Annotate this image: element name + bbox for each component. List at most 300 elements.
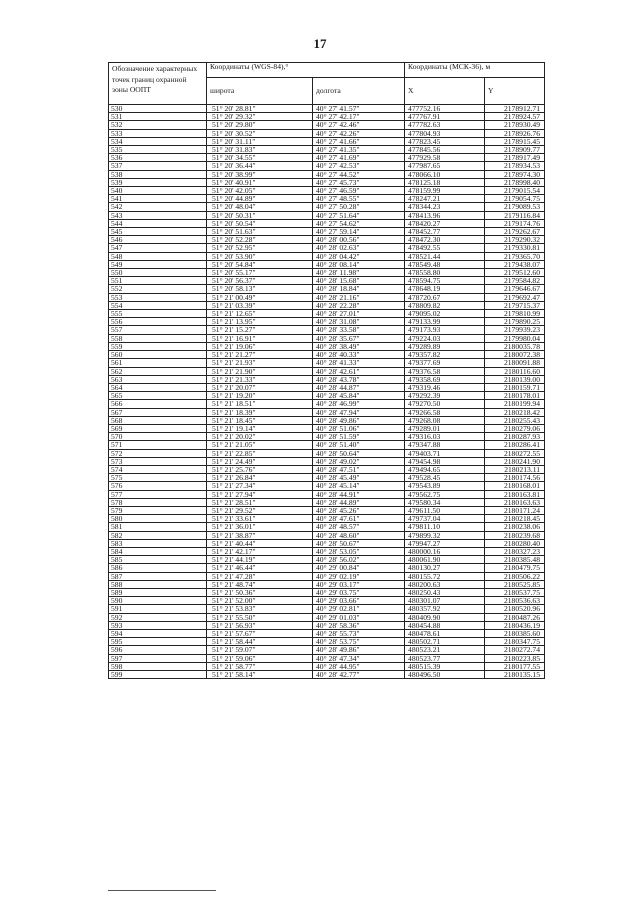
latitude-cell: 51° 20' 50.31" [207,211,313,219]
y-cell: 2180347.75 [485,638,545,646]
latitude-cell: 51° 21' 40.44" [207,539,313,547]
point-id-cell: 553 [109,293,207,301]
y-cell: 2180174.56 [485,474,545,482]
point-id-cell: 596 [109,646,207,654]
x-cell: 477804.93 [405,129,485,137]
x-cell: 479543.89 [405,482,485,490]
table-row [109,367,545,375]
longitude-cell: 40° 28' 51.59" [313,433,405,441]
table-row [109,310,545,318]
x-cell: 479899.32 [405,531,485,539]
table-row [109,244,545,252]
y-cell: 2180218.42 [485,408,545,416]
y-cell: 2179810.99 [485,310,545,318]
latitude-cell: 51° 21' 58.44" [207,638,313,646]
table-row [109,531,545,539]
point-id-cell: 590 [109,597,207,605]
table-row [109,498,545,506]
y-cell: 2178926.76 [485,129,545,137]
latitude-cell: 51° 21' 48.74" [207,580,313,588]
x-cell: 480454.88 [405,621,485,629]
table-row [109,597,545,605]
y-cell: 2179290.32 [485,236,545,244]
latitude-cell: 51° 21' 27.94" [207,490,313,498]
x-cell: 480523.21 [405,646,485,654]
table-row [109,490,545,498]
table-row [109,482,545,490]
point-id-cell: 595 [109,638,207,646]
longitude-cell: 40° 27' 41.69" [313,154,405,162]
latitude-cell: 51° 21' 00.49" [207,293,313,301]
point-id-cell: 591 [109,605,207,613]
point-id-cell: 537 [109,162,207,170]
latitude-cell: 51° 20' 51.63" [207,228,313,236]
latitude-cell: 51° 21' 18.51" [207,400,313,408]
x-cell: 479737.04 [405,515,485,523]
latitude-cell: 51° 20' 58.13" [207,285,313,293]
y-cell: 2179015.54 [485,187,545,195]
x-cell: 479494.65 [405,465,485,473]
y-cell: 2178934.53 [485,162,545,170]
header-latitude: широта [207,78,313,105]
latitude-cell: 51° 20' 30.52" [207,129,313,137]
x-cell: 479292.39 [405,392,485,400]
latitude-cell: 51° 21' 55.50" [207,613,313,621]
point-id-cell: 578 [109,498,207,506]
latitude-cell: 51° 21' 42.17" [207,547,313,555]
point-id-cell: 565 [109,392,207,400]
x-cell: 479580.34 [405,498,485,506]
longitude-cell: 40° 29' 03.75" [313,588,405,596]
latitude-cell: 51° 21' 21.33" [207,375,313,383]
point-id-cell: 551 [109,277,207,285]
longitude-cell: 40° 27' 42.17" [313,113,405,121]
coordinates-table [108,62,545,679]
longitude-cell: 40° 28' 53.05" [313,547,405,555]
longitude-cell: 40° 29' 02.19" [313,572,405,580]
longitude-cell: 40° 27' 42.26" [313,129,405,137]
latitude-cell: 51° 20' 53.90" [207,252,313,260]
point-id-cell: 584 [109,547,207,555]
latitude-cell: 51° 21' 28.51" [207,498,313,506]
latitude-cell: 51° 21' 46.44" [207,564,313,572]
longitude-cell: 40° 28' 35.67" [313,334,405,342]
longitude-cell: 40° 28' 44.95" [313,662,405,670]
y-cell: 2180536.63 [485,597,545,605]
latitude-cell: 51° 20' 50.54" [207,219,313,227]
y-cell: 2178930.49 [485,121,545,129]
point-id-cell: 533 [109,129,207,137]
y-cell: 2179584.82 [485,277,545,285]
y-cell: 2180218.45 [485,515,545,523]
point-id-cell: 545 [109,228,207,236]
y-cell: 2180436.19 [485,621,545,629]
latitude-cell: 51° 20' 56.37" [207,277,313,285]
longitude-cell: 40° 28' 02.63" [313,244,405,252]
longitude-cell: 40° 29' 02.81" [313,605,405,613]
x-cell: 478420.27 [405,219,485,227]
x-cell: 479562.75 [405,490,485,498]
longitude-cell: 40° 28' 45.49" [313,474,405,482]
table-row [109,260,545,268]
longitude-cell: 40° 28' 44.91" [313,490,405,498]
x-cell: 479377.69 [405,359,485,367]
x-cell: 479133.99 [405,318,485,326]
y-cell: 2180159.71 [485,383,545,391]
point-id-cell: 580 [109,515,207,523]
x-cell: 479347.88 [405,441,485,449]
x-cell: 480130.27 [405,564,485,572]
table-row [109,187,545,195]
longitude-cell: 40° 28' 44.89" [313,498,405,506]
table-row [109,630,545,638]
longitude-cell: 40° 27' 45.73" [313,178,405,186]
longitude-cell: 40° 28' 27.01" [313,310,405,318]
point-id-cell: 594 [109,630,207,638]
x-cell: 479319.46 [405,383,485,391]
table-row [109,449,545,457]
y-cell: 2178915.45 [485,137,545,145]
point-id-cell: 592 [109,613,207,621]
point-id-cell: 534 [109,137,207,145]
point-id-cell: 538 [109,170,207,178]
table-row [109,515,545,523]
table-row [109,433,545,441]
point-id-cell: 568 [109,416,207,424]
table-row [109,654,545,662]
longitude-cell: 40° 27' 46.59" [313,187,405,195]
point-id-cell: 549 [109,260,207,268]
table-row [109,162,545,170]
longitude-cell: 40° 28' 53.75" [313,638,405,646]
x-cell: 479611.50 [405,506,485,514]
longitude-cell: 40° 27' 54.62" [313,219,405,227]
latitude-cell: 51° 20' 54.84" [207,260,313,268]
longitude-cell: 40° 28' 49.86" [313,416,405,424]
longitude-cell: 40° 27' 48.55" [313,195,405,203]
latitude-cell: 51° 21' 16.91" [207,334,313,342]
longitude-cell: 40° 28' 46.99" [313,400,405,408]
longitude-cell: 40° 28' 51.40" [313,441,405,449]
x-cell: 479528.45 [405,474,485,482]
point-id-cell: 564 [109,383,207,391]
x-cell: 478549.48 [405,260,485,268]
latitude-cell: 51° 21' 53.83" [207,605,313,613]
table-row [109,424,545,432]
point-id-cell: 575 [109,474,207,482]
longitude-cell: 40° 28' 42.77" [313,671,405,679]
x-cell: 480515.39 [405,662,485,670]
latitude-cell: 51° 21' 24.49" [207,457,313,465]
x-cell: 480409.90 [405,613,485,621]
latitude-cell: 51° 21' 15.27" [207,326,313,334]
y-cell: 2180272.55 [485,449,545,457]
longitude-cell: 40° 28' 50.64" [313,449,405,457]
x-cell: 479454.98 [405,457,485,465]
x-cell: 478472.30 [405,236,485,244]
longitude-cell: 40° 28' 43.78" [313,375,405,383]
latitude-cell: 51° 21' 57.67" [207,630,313,638]
table-row [109,457,545,465]
footer-divider [108,890,216,891]
longitude-cell: 40° 28' 56.02" [313,556,405,564]
x-cell: 478492.55 [405,244,485,252]
y-cell: 2180135.15 [485,671,545,679]
x-cell: 478159.99 [405,187,485,195]
point-id-cell: 556 [109,318,207,326]
longitude-cell: 40° 27' 44.52" [313,170,405,178]
point-id-cell: 554 [109,301,207,309]
latitude-cell: 51° 20' 44.89" [207,195,313,203]
point-id-cell: 597 [109,654,207,662]
table-row [109,170,545,178]
point-id-cell: 588 [109,580,207,588]
longitude-cell: 40° 27' 50.28" [313,203,405,211]
latitude-cell: 51° 21' 19.20" [207,392,313,400]
header-longitude: долгота [313,78,405,105]
point-id-cell: 581 [109,523,207,531]
longitude-cell: 40° 27' 41.66" [313,137,405,145]
latitude-cell: 51° 21' 50.36" [207,588,313,596]
longitude-cell: 40° 28' 50.67" [313,539,405,547]
y-cell: 2180241.90 [485,457,545,465]
point-id-cell: 576 [109,482,207,490]
latitude-cell: 51° 21' 56.93" [207,621,313,629]
point-id-cell: 569 [109,424,207,432]
point-id-cell: 543 [109,211,207,219]
latitude-cell: 51° 21' 19.06" [207,342,313,350]
table-row [109,334,545,342]
y-cell: 2180116.60 [485,367,545,375]
x-cell: 479289.01 [405,424,485,432]
table-row [109,326,545,334]
longitude-cell: 40° 28' 48.60" [313,531,405,539]
latitude-cell: 51° 20' 31.83" [207,146,313,154]
x-cell: 479289.89 [405,342,485,350]
y-cell: 2179438.07 [485,260,545,268]
latitude-cell: 51° 21' 21.93" [207,359,313,367]
longitude-cell: 40° 28' 08.14" [313,260,405,268]
y-cell: 2180537.75 [485,588,545,596]
longitude-cell: 40° 27' 41.57" [313,105,405,113]
table-row [109,137,545,145]
point-id-cell: 572 [109,449,207,457]
latitude-cell: 51° 20' 55.17" [207,269,313,277]
table-row [109,211,545,219]
longitude-cell: 40° 29' 01.03" [313,613,405,621]
y-cell: 2178912.71 [485,105,545,113]
x-cell: 477929.58 [405,154,485,162]
y-cell: 2179512.60 [485,269,545,277]
y-cell: 2180385.48 [485,556,545,564]
x-cell: 479376.58 [405,367,485,375]
table-row [109,219,545,227]
y-cell: 2180487.26 [485,613,545,621]
x-cell: 478413.96 [405,211,485,219]
x-cell: 479316.03 [405,433,485,441]
longitude-cell: 40° 28' 45.26" [313,506,405,514]
latitude-cell: 51° 20' 48.04" [207,203,313,211]
x-cell: 479811.10 [405,523,485,531]
table-row [109,474,545,482]
table-row [109,556,545,564]
table-row [109,203,545,211]
table-row [109,392,545,400]
point-id-cell: 577 [109,490,207,498]
x-cell: 479173.93 [405,326,485,334]
latitude-cell: 51° 21' 59.06" [207,654,313,662]
y-cell: 2180168.01 [485,482,545,490]
x-cell: 479266.58 [405,408,485,416]
latitude-cell: 51° 21' 03.39" [207,301,313,309]
point-id-cell: 560 [109,351,207,359]
point-id-cell: 579 [109,506,207,514]
x-cell: 478452.77 [405,228,485,236]
point-id-cell: 561 [109,359,207,367]
latitude-cell: 51° 21' 22.85" [207,449,313,457]
point-id-cell: 535 [109,146,207,154]
x-cell: 478558.80 [405,269,485,277]
x-cell: 480250.43 [405,588,485,596]
y-cell: 2178917.49 [485,154,545,162]
x-cell: 480502.71 [405,638,485,646]
latitude-cell: 51° 21' 21.05" [207,441,313,449]
latitude-cell: 51° 21' 20.02" [207,433,313,441]
x-cell: 477767.91 [405,113,485,121]
point-id-cell: 582 [109,531,207,539]
latitude-cell: 51° 20' 29.32" [207,113,313,121]
table-row [109,293,545,301]
table-row [109,228,545,236]
point-id-cell: 599 [109,671,207,679]
point-id-cell: 574 [109,465,207,473]
x-cell: 478521.44 [405,252,485,260]
longitude-cell: 40° 28' 41.33" [313,359,405,367]
table-row [109,113,545,121]
y-cell: 2179089.53 [485,203,545,211]
point-id-cell: 548 [109,252,207,260]
table-row [109,506,545,514]
x-cell: 478247.21 [405,195,485,203]
table-row [109,621,545,629]
longitude-cell: 40° 27' 42.46" [313,121,405,129]
longitude-cell: 40° 28' 45.84" [313,392,405,400]
latitude-cell: 51° 20' 29.80" [207,121,313,129]
x-cell: 480061.90 [405,556,485,564]
longitude-cell: 40° 28' 47.34" [313,654,405,662]
longitude-cell: 40° 28' 44.87" [313,383,405,391]
y-cell: 2180280.40 [485,539,545,547]
point-id-cell: 531 [109,113,207,121]
point-id-cell: 544 [109,219,207,227]
longitude-cell: 40° 28' 04.42" [313,252,405,260]
table-row [109,638,545,646]
latitude-cell: 51° 21' 58.14" [207,671,313,679]
point-id-cell: 589 [109,588,207,596]
point-id-cell: 542 [109,203,207,211]
table-row [109,572,545,580]
y-cell: 2180213.11 [485,465,545,473]
point-id-cell: 559 [109,342,207,350]
point-id-cell: 558 [109,334,207,342]
point-id-cell: 585 [109,556,207,564]
header-point: Обозначение характерных точек границ охранной зоны ООПТ [109,63,207,105]
table-row [109,662,545,670]
x-cell: 480523.77 [405,654,485,662]
point-id-cell: 546 [109,236,207,244]
point-id-cell: 547 [109,244,207,252]
x-cell: 478125.18 [405,178,485,186]
table-row [109,646,545,654]
y-cell: 2178924.57 [485,113,545,121]
longitude-cell: 40° 28' 42.61" [313,367,405,375]
latitude-cell: 51° 20' 40.91" [207,178,313,186]
x-cell: 479947.27 [405,539,485,547]
longitude-cell: 40° 28' 31.08" [313,318,405,326]
y-cell: 2179715.37 [485,301,545,309]
x-cell: 479357.82 [405,351,485,359]
y-cell: 2180506.22 [485,572,545,580]
table-row [109,465,545,473]
table-row [109,236,545,244]
point-id-cell: 536 [109,154,207,162]
x-cell: 478344.23 [405,203,485,211]
longitude-cell: 40° 29' 03.17" [313,580,405,588]
longitude-cell: 40° 28' 47.94" [313,408,405,416]
header-msk: Координаты (МСК-36), м [405,63,545,78]
table-row [109,547,545,555]
x-cell: 480000.16 [405,547,485,555]
x-cell: 480357.92 [405,605,485,613]
longitude-cell: 40° 28' 49.02" [313,457,405,465]
y-cell: 2180327.23 [485,547,545,555]
longitude-cell: 40° 28' 45.14" [313,482,405,490]
x-cell: 479403.71 [405,449,485,457]
x-cell: 480496.50 [405,671,485,679]
y-cell: 2180385.60 [485,630,545,638]
latitude-cell: 51° 21' 29.52" [207,506,313,514]
y-cell: 2178909.77 [485,146,545,154]
y-cell: 2180199.94 [485,400,545,408]
point-id-cell: 587 [109,572,207,580]
x-cell: 477987.65 [405,162,485,170]
table-row [109,105,545,113]
longitude-cell: 40° 27' 42.53" [313,162,405,170]
table-row [109,252,545,260]
y-cell: 2179262.67 [485,228,545,236]
latitude-cell: 51° 20' 42.05" [207,187,313,195]
table-row [109,178,545,186]
latitude-cell: 51° 20' 34.55" [207,154,313,162]
y-cell: 2180238.06 [485,523,545,531]
point-id-cell: 566 [109,400,207,408]
x-cell: 480478.61 [405,630,485,638]
point-id-cell: 598 [109,662,207,670]
point-id-cell: 540 [109,187,207,195]
x-cell: 477782.63 [405,121,485,129]
latitude-cell: 51° 21' 12.65" [207,310,313,318]
y-cell: 2180272.74 [485,646,545,654]
longitude-cell: 40° 27' 59.14" [313,228,405,236]
longitude-cell: 40° 28' 38.49" [313,342,405,350]
point-id-cell: 573 [109,457,207,465]
table-row [109,671,545,679]
latitude-cell: 51° 21' 26.84" [207,474,313,482]
y-cell: 2180239.68 [485,531,545,539]
point-id-cell: 563 [109,375,207,383]
longitude-cell: 40° 28' 33.58" [313,326,405,334]
table-row [109,605,545,613]
